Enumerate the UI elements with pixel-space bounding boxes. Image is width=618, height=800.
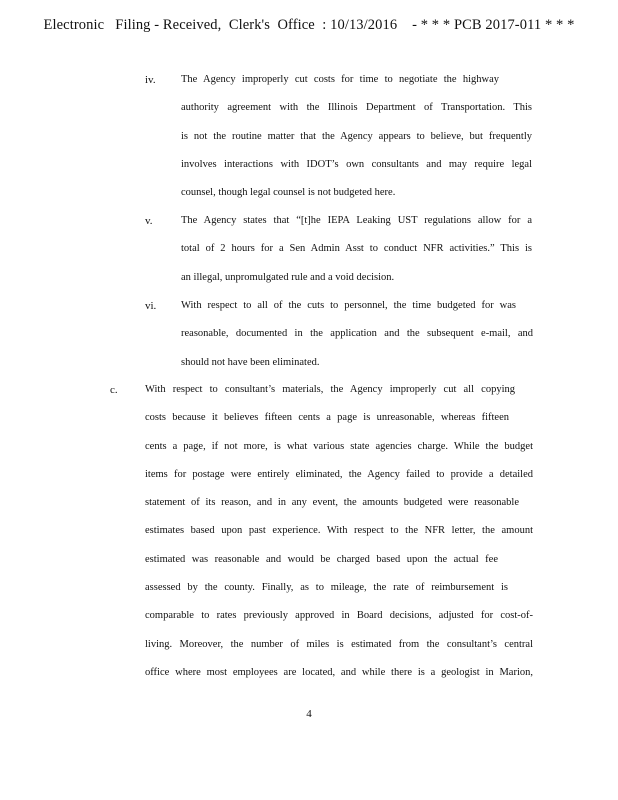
- text-line: statement of its reason, and in any event, the amounts budgeted were reasonable: [145, 497, 519, 509]
- paragraph-c: [145, 376, 533, 687]
- text-line: is not the routine matter that the Agency appears to believe, but frequently: [181, 130, 532, 142]
- text-line: With respect to consultant’s materials, the Agency improperly cut all copying: [145, 384, 515, 395]
- filing-header: Electronic Filing - Received, Clerk's Office : 10/13/2016 - * * * PCB 2017-011 * * *: [43, 17, 575, 33]
- text-line: assessed by the county. Finally, as to mileage, the rate of reimbursement is: [145, 582, 508, 594]
- text-line: office where most employees are located, and while there is a geologist in Marion,: [145, 666, 533, 678]
- text-line: should not have been eliminated.: [181, 356, 320, 368]
- text-line: reasonable, documented in the application and the subsequent e-mail, and: [181, 328, 533, 340]
- text-line: counsel, though legal counsel is not budgeted here.: [181, 187, 396, 199]
- text-line: The Agency improperly cut costs for time to negotiate the highway: [181, 74, 499, 85]
- text-line: With respect to all of the cuts to personnel, the time budgeted for was: [181, 300, 516, 311]
- page-number: 4: [306, 708, 312, 720]
- text-line: The Agency states that “[t]he IEPA Leaking UST regulations allow for a: [181, 215, 532, 226]
- text-line: authority agreement with the Illinois Department of Transportation. This: [181, 102, 532, 114]
- item-marker-v: v.: [145, 215, 153, 227]
- text-line: items for postage were entirely eliminated, the Agency failed to provide a detailed: [145, 468, 533, 480]
- item-marker-vi: vi.: [145, 300, 157, 312]
- text-line: total of 2 hours for a Sen Admin Asst to conduct NFR activities.” This is: [181, 243, 532, 255]
- paragraph-v: [181, 207, 532, 292]
- item-marker-iv: iv.: [145, 74, 156, 86]
- text-line: estimated was reasonable and would be charged based upon the actual fee: [145, 553, 498, 565]
- text-line: living. Moreover, the number of miles is estimated from the consultant’s central: [145, 638, 533, 650]
- text-line: estimates based upon past experience. With respect to the NFR letter, the amount: [145, 525, 533, 537]
- text-line: costs because it believes fifteen cents a page is unreasonable, whereas fifteen: [145, 412, 509, 424]
- text-line: comparable to rates previously approved in Board decisions, adjusted for cost-of-: [145, 610, 533, 622]
- paragraph-vi: [181, 292, 533, 377]
- text-line: involves interactions with IDOT’s own consultants and may require legal: [181, 158, 532, 170]
- text-line: cents a page, if not more, is what various state agencies charge. While the budget: [145, 440, 533, 452]
- paragraph-iv: [181, 66, 532, 207]
- text-line: an illegal, unpromulgated rule and a void decision.: [181, 271, 395, 283]
- item-marker-c: c.: [110, 384, 118, 396]
